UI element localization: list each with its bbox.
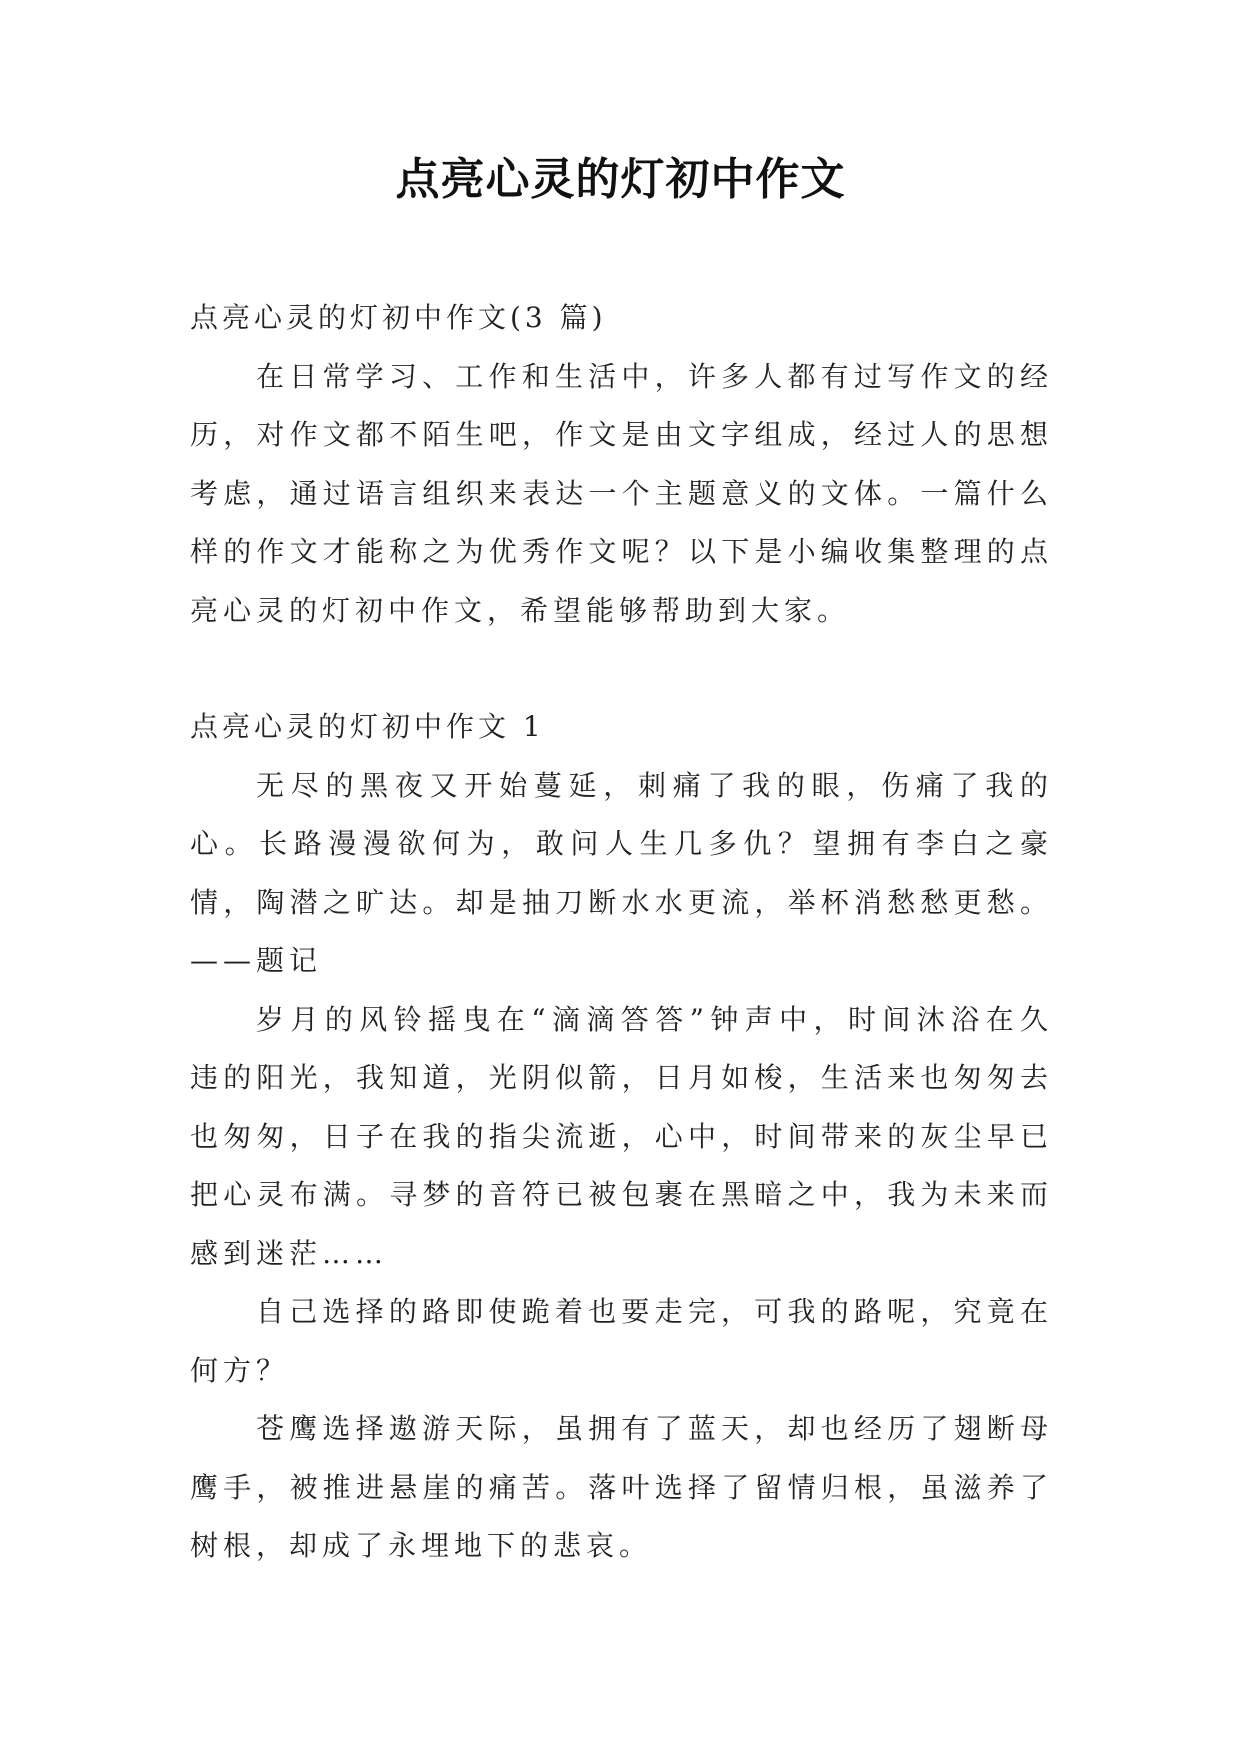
section1-heading: 点亮心灵的灯初中作文 1 (190, 710, 545, 743)
document-body (190, 289, 1053, 1576)
section1-paragraph-1: 无尽的黑夜又开始蔓延，刺痛了我的眼，伤痛了我的心。长路漫漫欲何为，敢问人生几多仇？望拥有李白之豪情，陶潜之旷达。却是抽刀断水水更流，举杯消愁愁更愁。——题记 (190, 768, 1053, 977)
section1-paragraph-4: 苍鹰选择遨游天际，虽拥有了蓝天，却也经历了翅断母鹰手，被推进悬崖的痛苦。落叶选择了留情归根，虽滋养了树根，却成了永埋地下的悲哀。 (190, 1412, 1053, 1562)
intro-paragraph: 在日常学习、工作和生活中，许多人都有过写作文的经历，对作文都不陌生吧，作文是由文字组成，经过人的思想考虑，通过语言组织来表达一个主题意义的文体。一篇什么样的作文才能称之为优秀作文呢？以下是小编收集整理的点亮心灵的灯初中作文，希望能够帮助到大家。 (190, 359, 1053, 627)
section1-paragraph-3: 自己选择的路即使跪着也要走完，可我的路呢，究竟在何方？ (190, 1295, 1053, 1387)
document-title: 点亮心灵的灯初中作文 (395, 154, 846, 205)
section-spacer (190, 640, 1053, 698)
intro-heading: 点亮心灵的灯初中作文(3 篇) (190, 301, 607, 334)
section1-paragraph-2: 岁月的风铃摇曳在“滴滴答答”钟声中，时间沐浴在久违的阳光，我知道，光阴似箭，日月如梭，生活来也匆匆去也匆匆，日子在我的指尖流逝，心中，时间带来的灰尘早已把心灵布满。寻梦的音符已被包裹在黑暗之中，我为未来而感到迷茫…… (190, 1002, 1053, 1270)
